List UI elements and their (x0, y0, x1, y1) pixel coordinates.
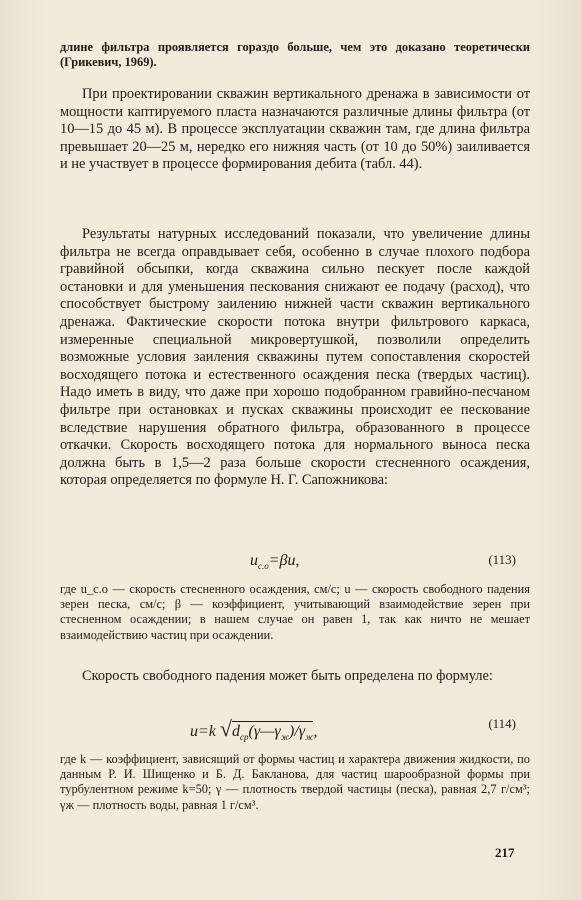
paragraph-text: Результаты натурных исследований показали, что увеличение длины фильтра не всегда оправдывает себя, особенно в случае плохого подбора гравийной обсыпки, когда скважина сильно пескует после каждой остановки и для уменьшения пескования снижают ее подачу (расход), что способствует быстрому заилению нижней части скважин вертикального дренажа. Фактические скорости потока внутри фильтрового каркаса, измеренные специальной микровертушкой, позволили определить возможные условия заиления скважины путем сопоставления скоростей восходящего потока и естественного осаждения песка (твердых частиц). Надо иметь в виду, что даже при хорошо подобранном гравийно-песчаном фильтре при остановках и пусках скважины происходит ее пескование вследствие нарушения обратного фильтра, образованного в процессе откачки. Скорость восходящего потока для нормального выноса песка должна быть в 1,5—2 раза больше скорости стесненного осаждения, которая определяется по формуле Н. Г. Сапожникова: (60, 226, 530, 489)
formula-113 (60, 552, 530, 576)
continued-paragraph (60, 40, 530, 70)
sqrt-symbol: √ (219, 716, 232, 741)
formula-number: (114) (488, 716, 516, 731)
formula-114 (60, 716, 530, 746)
formula-expression: $u_{с.о}=\beta u$, (250, 552, 300, 572)
formula-113-legend (60, 582, 530, 643)
legend-text: где u_с.о — скорость стесненного осаждения, см/с; u — скорость свободного падения зерен песка, см/с; β — коэффициент, учитывающий взаимодействие зерен при стесненном осаждении; в нашем случае он равен 1, так как ничто не мешает взаимодействию частиц при осаждении. (60, 582, 530, 642)
legend-text: где k — коэффициент, зависящий от формы частиц и характера движения жидкости, по данным Р. И. Шищенко и Б. Д. Бакланова, для частиц шарообразной формы при турбулентном режиме k=50; γ — плотность твердой частицы (песка), равная 2,7 г/см³; γж — плотность воды, равная 1 г/см³. (60, 752, 530, 812)
paragraph-results (60, 226, 530, 490)
paragraph-design (60, 86, 530, 174)
formula-number: (113) (488, 552, 516, 567)
page-number: 217 (495, 845, 515, 860)
formula-expression: u=k $√d_{ср}(\gamma—\gamma_ж)/\gamma_ж$, (190, 716, 318, 743)
paragraph-text: длине фильтра проявляется гораздо больше, чем это доказано теоретически (Грикевич, 1969). (60, 40, 530, 70)
paragraph-text: При проектировании скважин вертикального дренажа в зависимости от мощности каптируемого пласта назначаются различные длины фильтра (от 10—15 до 45 м). В процессе эксплуатации скважин там, где длина фильтра превышает 20—25 м, нередко его нижняя часть (от 10 до 50%) заиливается и не участвует в процессе формирования дебита (табл. 44). (60, 86, 530, 173)
formula-114-legend (60, 752, 530, 813)
paragraph-free-fall (60, 668, 530, 686)
paragraph-text: Скорость свободного падения может быть определена по формуле: (82, 668, 493, 684)
